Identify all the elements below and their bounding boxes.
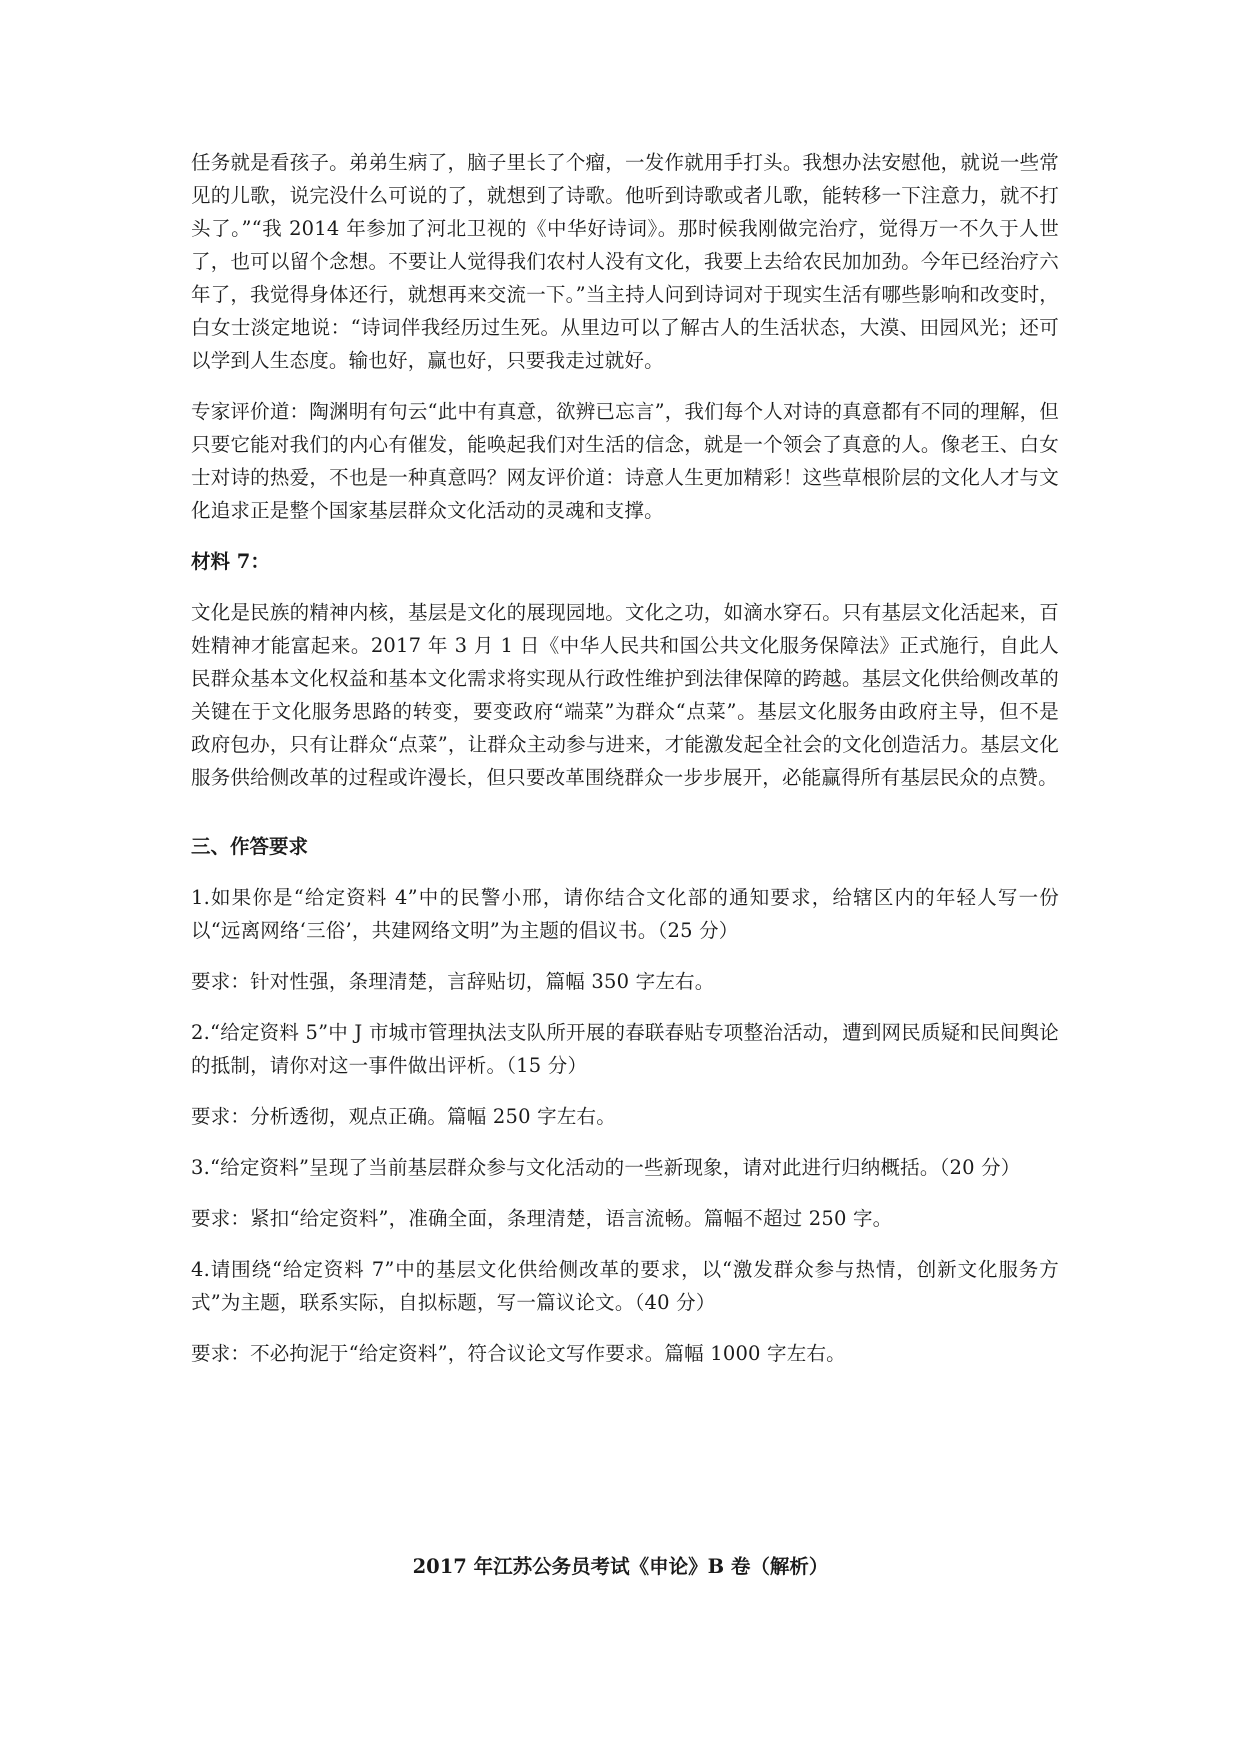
- question-4: 4.请围绕“给定资料 7”中的基层文化供给侧改革的要求，以“激发群众参与热情，创新文化服务方式”为主题，联系实际，自拟标题，写一篇议论文。（40 分）: [191, 1258, 1059, 1314]
- requirements-heading: 三、作答要求: [191, 835, 309, 858]
- question-3: 3.“给定资料”呈现了当前基层群众参与文化活动的一些新现象，请对此进行归纳概括。（20 分）: [191, 1156, 1021, 1179]
- question-3-requirement: 要求：紧扣“给定资料”，准确全面，条理清楚，语言流畅。篇幅不超过 250 字。: [191, 1207, 893, 1230]
- question-2-requirement: 要求：分析透彻，观点正确。篇幅 250 字左右。: [191, 1105, 616, 1128]
- question-2: 2.“给定资料 5”中 J 市城市管理执法支队所开展的春联春贴专项整治活动，遭到网民质疑和民间舆论的抵制，请你对这一事件做出评析。（15 分）: [191, 1021, 1059, 1077]
- question-1-requirement: 要求：针对性强，条理清楚，言辞贴切，篇幅 350 字左右。: [191, 970, 715, 993]
- paragraph-story: 任务就是看孩子。弟弟生病了，脑子里长了个瘤，一发作就用手打头。我想办法安慰他，就说一些常见的儿歌，说完没什么可说的了，就想到了诗歌。他听到诗歌或者儿歌，能转移一下注意力，就不打头了。”“我 2014 年参加了河北卫视的《中华好诗词》。那时候我刚做完治疗，觉得万一不久于人世了，也可以留个念想。不要让人觉得我们农村人没有文化，我要上去给农民加加劲。今年已经治疗六年了，我觉得身体还行，就想再来交流一下。”当主持人问到诗词对于现实生活有哪些影响和改变时，白女士淡定地说：“诗词伴我经历过生死。从里边可以了解古人的生活状态，大漠、田园风光；还可以学到人生态度。输也好，赢也好，只要我走过就好。: [191, 151, 1059, 372]
- question-4-requirement: 要求：不必拘泥于“给定资料”，符合议论文写作要求。篇幅 1000 字左右。: [191, 1342, 846, 1365]
- material-7-text: 文化是民族的精神内核，基层是文化的展现园地。文化之功，如滴水穿石。只有基层文化活起来，百姓精神才能富起来。2017 年 3 月 1 日《中华人民共和国公共文化服务保障法》正式施行，自此人民群众基本文化权益和基本文化需求将实现从行政性维护到法律保障的跨越。基层文化供给侧改革的关键在于文化服务思路的转变，要变政府“端菜”为群众“点菜”。基层文化服务由政府主导，但不是政府包办，只有让群众“点菜”，让群众主动参与进来，才能激发起全社会的文化创造活力。基层文化服务供给侧改革的过程或许漫长，但只要改革围绕群众一步步展开，必能赢得所有基层民众的点赞。: [191, 601, 1059, 789]
- material-7-heading: 材料 7：: [191, 550, 270, 573]
- document-body: [191, 146, 1059, 1388]
- next-section-title: 2017 年江苏公务员考试《申论》B 卷（解析）: [412, 1555, 829, 1578]
- paragraph-expert-review: 专家评价道：陶渊明有句云“此中有真意，欲辨已忘言”，我们每个人对诗的真意都有不同的理解，但只要它能对我们的内心有催发，能唤起我们对生活的信念，就是一个领会了真意的人。像老王、白女士对诗的热爱，不也是一种真意吗？网友评价道：诗意人生更加精彩！这些草根阶层的文化人才与文化追求正是整个国家基层群众文化活动的灵魂和支撑。: [191, 400, 1059, 522]
- question-1: 1.如果你是“给定资料 4”中的民警小邢，请你结合文化部的通知要求，给辖区内的年轻人写一份以“远离网络‘三俗’，共建网络文明”为主题的倡议书。（25 分）: [191, 886, 1059, 942]
